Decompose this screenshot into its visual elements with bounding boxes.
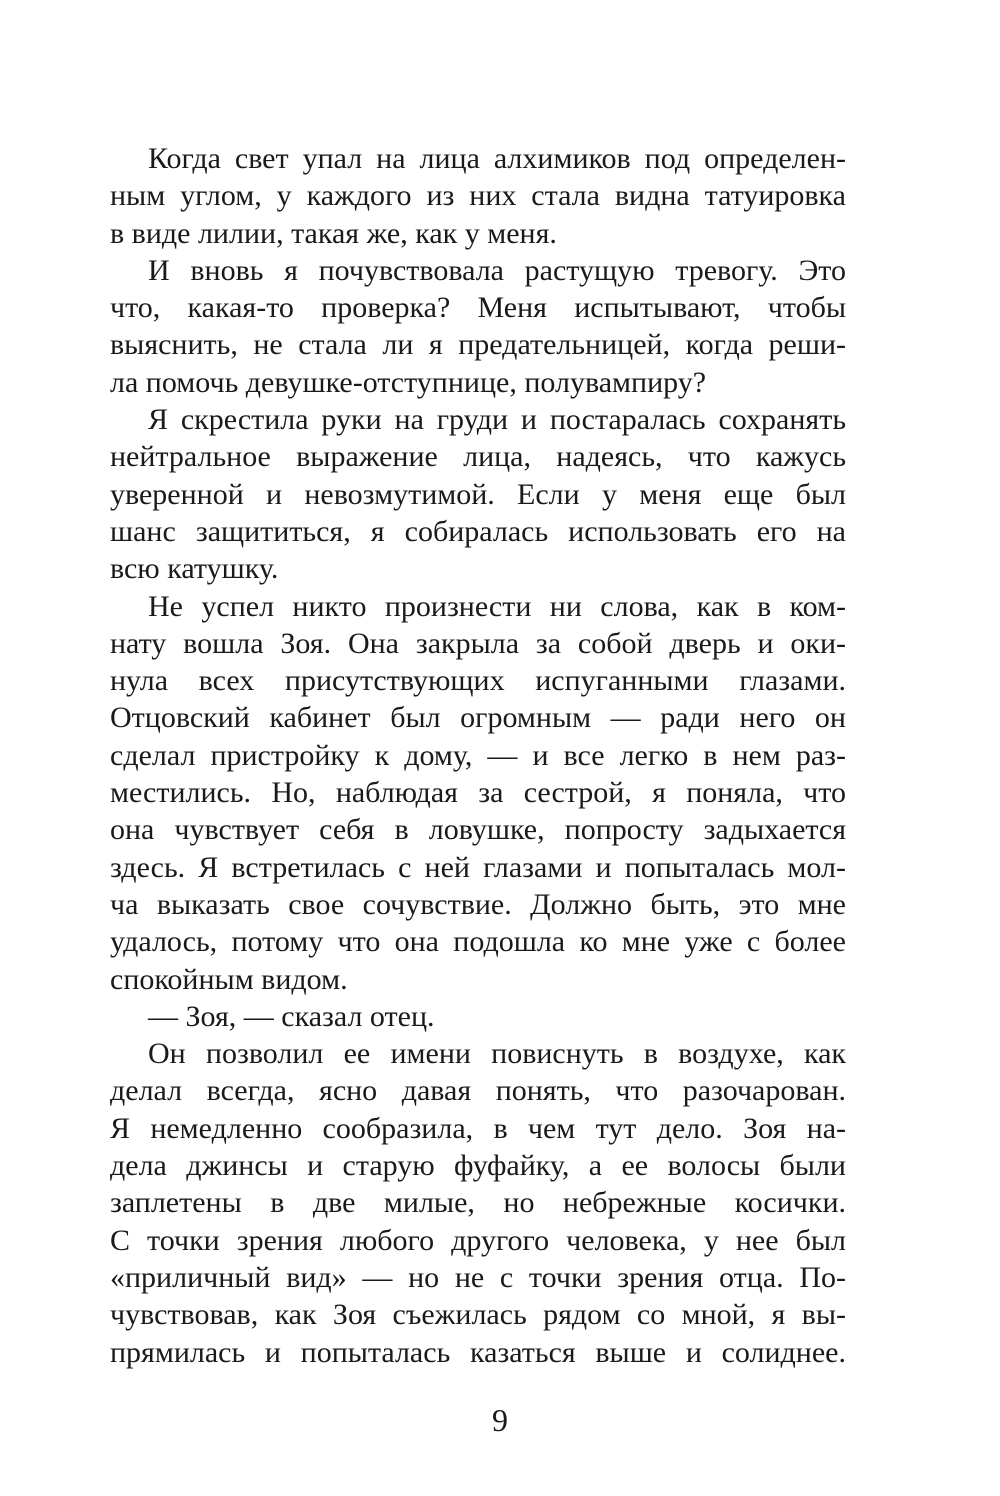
- text-line-7: ла помочь девушке-отступнице, полувампиру?: [110, 365, 707, 399]
- text-line-5: что, какая-то проверка? Меня испытывают, чтобы: [110, 291, 846, 325]
- text-line-6: выяснить, не стала ли я предательницей, когда реши-: [110, 328, 846, 362]
- text-line-30: С точки зрения любого другого человека, у нее был: [110, 1223, 846, 1257]
- text-line-31: «приличный вид» — но не с точки зрения отца. По-: [110, 1260, 846, 1294]
- page-number: 9: [492, 1402, 508, 1438]
- text-line-4: И вновь я почувствовала растущую тревогу. Это: [148, 253, 846, 287]
- text-line-11: шанс защититься, я собиралась использовать его на: [110, 514, 846, 548]
- text-line-23: спокойным видом.: [110, 962, 348, 996]
- text-line-19: она чувствует себя в ловушке, попросту задыхается: [110, 813, 846, 847]
- text-line-32: чувствовав, как Зоя съежилась рядом со мной, я вы-: [110, 1298, 846, 1332]
- text-line-17: сделал пристройку к дому, — и все легко в нем раз-: [110, 738, 846, 772]
- text-line-13: Не успел никто произнести ни слова, как в ком-: [148, 589, 846, 623]
- text-line-25: Он позволил ее имени повиснуть в воздухе, как: [148, 1037, 846, 1071]
- text-line-27: Я немедленно сообразила, в чем тут дело. Зоя на-: [110, 1111, 846, 1145]
- text-line-3: в виде лилии, такая же, как у меня.: [110, 216, 557, 250]
- text-line-26: делал всегда, ясно давая понять, что разочарован.: [110, 1074, 846, 1108]
- text-line-20: здесь. Я встретилась с ней глазами и попыталась мол-: [110, 850, 846, 884]
- text-line-18: местились. Но, наблюдая за сестрой, я поняла, что: [110, 776, 846, 810]
- text-line-10: уверенной и невозмутимой. Если у меня еще был: [110, 477, 846, 511]
- text-line-2: ным углом, у каждого из них стала видна татуировка: [110, 179, 846, 213]
- text-line-28: дела джинсы и старую фуфайку, а ее волосы были: [110, 1149, 846, 1183]
- text-line-16: Отцовский кабинет был огромным — ради него он: [110, 701, 846, 735]
- text-line-8: Я скрестила руки на груди и постаралась сохранять: [148, 403, 846, 437]
- text-line-33: прямилась и попыталась казаться выше и солиднее.: [110, 1335, 846, 1369]
- text-line-9: нейтральное выражение лица, надеясь, что кажусь: [110, 440, 846, 474]
- text-line-15: нула всех присутствующих испуганными глазами.: [110, 664, 846, 698]
- text-line-12: всю катушку.: [110, 552, 279, 586]
- page-body: [110, 140, 846, 1371]
- text-line-24: — Зоя, — сказал отец.: [148, 999, 435, 1033]
- text-line-22: удалось, потому что она подошла ко мне уже с более: [110, 925, 846, 959]
- text-line-14: нату вошла Зоя. Она закрыла за собой дверь и оки-: [110, 626, 846, 660]
- text-line-21: ча выказать свое сочувствие. Должно быть, это мне: [110, 887, 846, 921]
- text-line-1: Когда свет упал на лица алхимиков под определен-: [148, 142, 846, 175]
- text-line-29: заплетены в две милые, но небрежные косички.: [110, 1186, 846, 1220]
